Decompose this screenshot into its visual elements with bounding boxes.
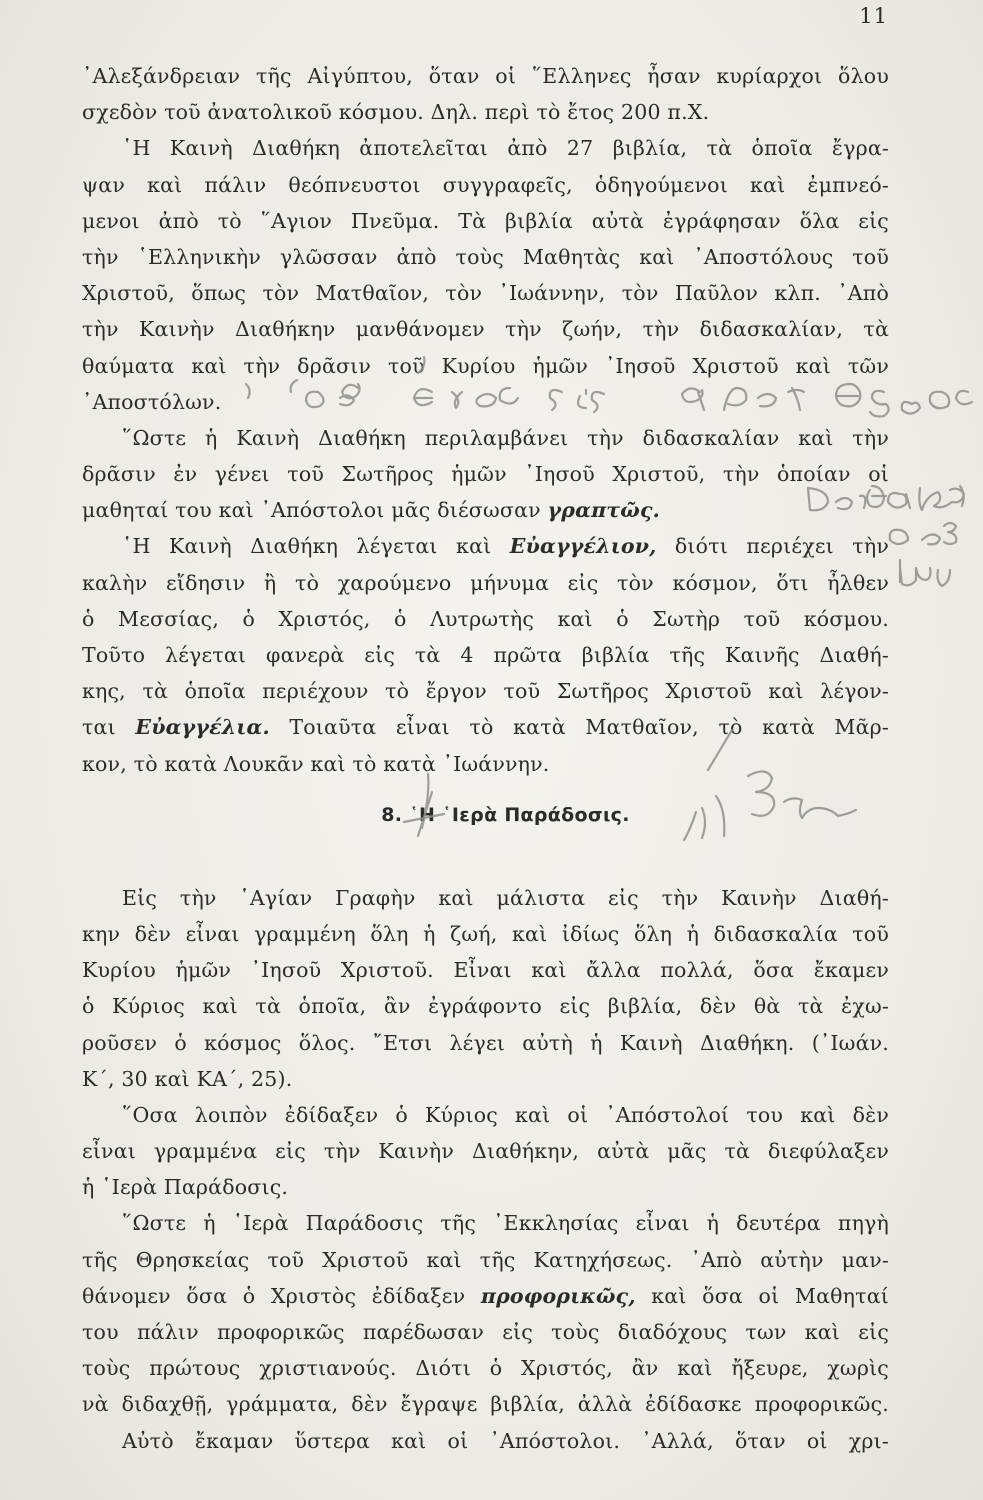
pencil-stroke bbox=[938, 570, 951, 586]
emphasized-word: Εὐαγγέλια. bbox=[135, 715, 270, 740]
text-line: ᾿Αποστόλων. bbox=[82, 389, 222, 414]
text-line: Τοῦτο λέγεται φανερὰ εἰς τὰ 4 πρῶτα βιβλία τῆς Καινῆς Διαθή- bbox=[82, 643, 889, 667]
emphasized-word: γραπτῶς. bbox=[547, 498, 661, 523]
pencil-stroke bbox=[888, 493, 910, 508]
text-line: νὰ διδαχθῇ, γράμματα, δὲν ἔγραψε βιβλία, ἀλλὰ ἐδίδασκε προφορικῶς. bbox=[82, 1392, 889, 1417]
text-line: Εἰς τὴν ῾Αγίαν Γραφὴν καὶ μάλιστα εἰς τὴν Καινὴν Διαθή- bbox=[122, 885, 889, 910]
text-line: ῞Οσα λοιπὸν ἐδίδαξεν ὁ Κύριος καὶ οἱ ᾿Απόστολοί του καὶ δὲν bbox=[122, 1102, 889, 1127]
pencil-stroke bbox=[950, 486, 964, 506]
text-line: σχεδὸν τοῦ ἀνατολικοῦ κόσμου. Δηλ. περὶ τὸ ἔτος 200 π.Χ. bbox=[82, 100, 710, 125]
text-line: ὁ Μεσσίας, ὁ Χριστός, ὁ Λυτρωτὴς καὶ ὁ Σωτὴρ τοῦ κόσμου. bbox=[82, 606, 889, 631]
text-line: ψαν καὶ πάλιν θεόπνευστοι συγγραφεῖς, ὁδηγούμενοι καὶ ἐμπνεό- bbox=[82, 172, 889, 197]
pencil-stroke bbox=[944, 523, 956, 544]
text-line: ῞Ωστε ἡ Καινὴ Διαθήκη περιλαμβάνει τὴν διδασκαλίαν καὶ τὴν bbox=[122, 425, 889, 450]
text-line: εἶναι γραμμένα εἰς τὴν Καινὴν Διαθήκην, αὐτὰ μᾶς τὰ διεφύλαξεν bbox=[82, 1139, 889, 1164]
text-span: θάνομεν ὅσα ὁ Χριστὸς ἐδίδαξεν bbox=[82, 1283, 481, 1308]
text-line: ὁ Κύριος καὶ τὰ ὁποῖα, ἂν ἐγράφοντο εἰς βιβλία, δὲν θὰ τὰ ἐχω- bbox=[82, 994, 889, 1019]
pencil-stroke bbox=[930, 392, 949, 409]
text-line: ῞Ωστε ἡ ῾Ιερὰ Παράδοσις τῆς ᾿Εκκλησίας εἶναι ἡ δευτέρα πηγὴ bbox=[122, 1211, 889, 1236]
emphasized-word: Εὐαγγέλιον, bbox=[509, 534, 657, 559]
text-line: Χριστοῦ, ὅπως τὸν Ματθαῖον, τὸν ᾿Ιωάννην, τὸν Παῦλον κλπ. ᾿Απὸ bbox=[82, 281, 889, 306]
pencil-stroke bbox=[922, 534, 940, 544]
text-line: Αὐτὸ ἔκαμαν ὕστερα καὶ οἱ ᾿Απόστολοι. ᾿Αλλά, ὅταν οἱ χρι- bbox=[122, 1428, 889, 1453]
pencil-stroke bbox=[890, 530, 908, 544]
text-line bbox=[82, 709, 889, 745]
text-span: ται bbox=[82, 715, 136, 740]
text-line: ἡ ῾Ιερὰ Παράδοσις. bbox=[82, 1175, 289, 1200]
text-span: ῾Η Καινὴ Διαθήκη λέγεται καὶ bbox=[122, 534, 510, 559]
text-line: τοὺς πρώτους χριστιανούς. Διότι ὁ Χριστός, ἂν καὶ ἤξευρε, χωρὶς bbox=[82, 1356, 889, 1381]
emphasized-word: προφορικῶς, bbox=[480, 1283, 636, 1308]
text-line: καλὴν εἴδησιν ἢ τὸ χαρούμενο μήνυμα εἰς τὸν κόσμον, ὅτι ἦλθεν bbox=[82, 570, 889, 595]
pencil-stroke bbox=[919, 488, 952, 510]
pencil-stroke bbox=[902, 402, 920, 414]
text-line: του πάλιν προφορικῶς παρέδωσαν εἰς τοὺς διαδόχους των καὶ εἰς bbox=[82, 1320, 889, 1344]
section-heading: 8. ῾Η ῾Ιερὰ Παράδοσις. bbox=[381, 803, 630, 826]
text-line: δρᾶσιν ἐν γένει τοῦ Σωτῆρος ἡμῶν ᾿Ιησοῦ Χριστοῦ, τὴν ὁποίαν οἱ bbox=[82, 462, 889, 487]
text-line: ῾Η Καινὴ Διαθήκη ἀποτελεῖται ἀπὸ 27 βιβλία, τὰ ὁποῖα ἔγρα- bbox=[122, 136, 889, 161]
text-line: θαύματα καὶ τὴν δρᾶσιν τοῦ Κυρίου ἡμῶν ᾿Ιησοῦ Χριστοῦ καὶ τῶν bbox=[82, 353, 889, 378]
text-span: καὶ ὅσα οἱ Μαθηταί bbox=[635, 1283, 889, 1308]
text-span: Τοιαῦτα εἶναι τὸ κατὰ Ματθαῖον, τὸ κατὰ Μᾶρ- bbox=[269, 715, 889, 740]
text-line: κον, τὸ κατὰ Λουκᾶν καὶ τὸ κατὰ ᾿Ιωάννην. bbox=[82, 751, 550, 776]
body-text bbox=[82, 58, 889, 1459]
text-line: τὴν Καινὴν Διαθήκην μανθάνομεν τὴν ζωήν, τὴν διδασκαλίαν, τὰ bbox=[82, 317, 889, 342]
text-line: ροῦσεν ὁ κόσμος ὅλος. ῎Ετσι λέγει αὐτὴ ἡ Καινὴ Διαθήκη. (᾿Ιωάν. bbox=[82, 1030, 889, 1055]
text-line bbox=[82, 1278, 889, 1314]
text-line: μενοι ἀπὸ τὸ ῞Αγιον Πνεῦμα. Τὰ βιβλία αὐτὰ ἐγράφησαν ὅλα εἰς bbox=[82, 208, 889, 233]
pencil-stroke bbox=[956, 391, 972, 404]
section-heading-block bbox=[82, 782, 889, 880]
page-number: 11 bbox=[859, 4, 888, 28]
text-line: Κ΄, 30 καὶ ΚΑ΄, 25). bbox=[82, 1066, 293, 1091]
text-span: μαθηταί του καὶ ᾿Απόστολοι μᾶς διέσωσαν bbox=[82, 498, 548, 523]
text-span: διότι περιέχει τὴν bbox=[656, 534, 889, 559]
text-line: τῆς Θρησκείας τοῦ Χριστοῦ καὶ τῆς Κατηχήσεως. ᾿Απὸ αὐτὴν μαν- bbox=[82, 1247, 889, 1272]
text-line bbox=[82, 528, 889, 564]
text-line: ᾿Αλεξάνδρειαν τῆς Αἰγύπτου, ὅταν οἱ ῞Ελληνες ἦσαν κυρίαρχοι ὅλου bbox=[82, 64, 889, 88]
text-line: κην δὲν εἶναι γραμμένη ὅλη ἡ ζωή, καὶ ἰδίως ὅλη ἡ διδασκαλία τοῦ bbox=[82, 921, 889, 946]
pencil-stroke bbox=[900, 568, 931, 585]
text-line bbox=[82, 492, 889, 528]
text-line: κης, τὰ ὁποῖα περιέχουν τὸ ἔργον τοῦ Σωτῆρος Χριστοῦ καὶ λέγον- bbox=[82, 679, 889, 704]
text-line: τὴν ῾Ελληνικὴν γλῶσσαν ἀπὸ τοὺς Μαθητὰς καὶ ᾿Αποστόλους τοῦ bbox=[82, 244, 889, 269]
text-line: Κυρίου ἡμῶν ᾿Ιησοῦ Χριστοῦ. Εἶναι καὶ ἄλλα πολλά, ὅσα ἔκαμεν bbox=[82, 958, 889, 983]
